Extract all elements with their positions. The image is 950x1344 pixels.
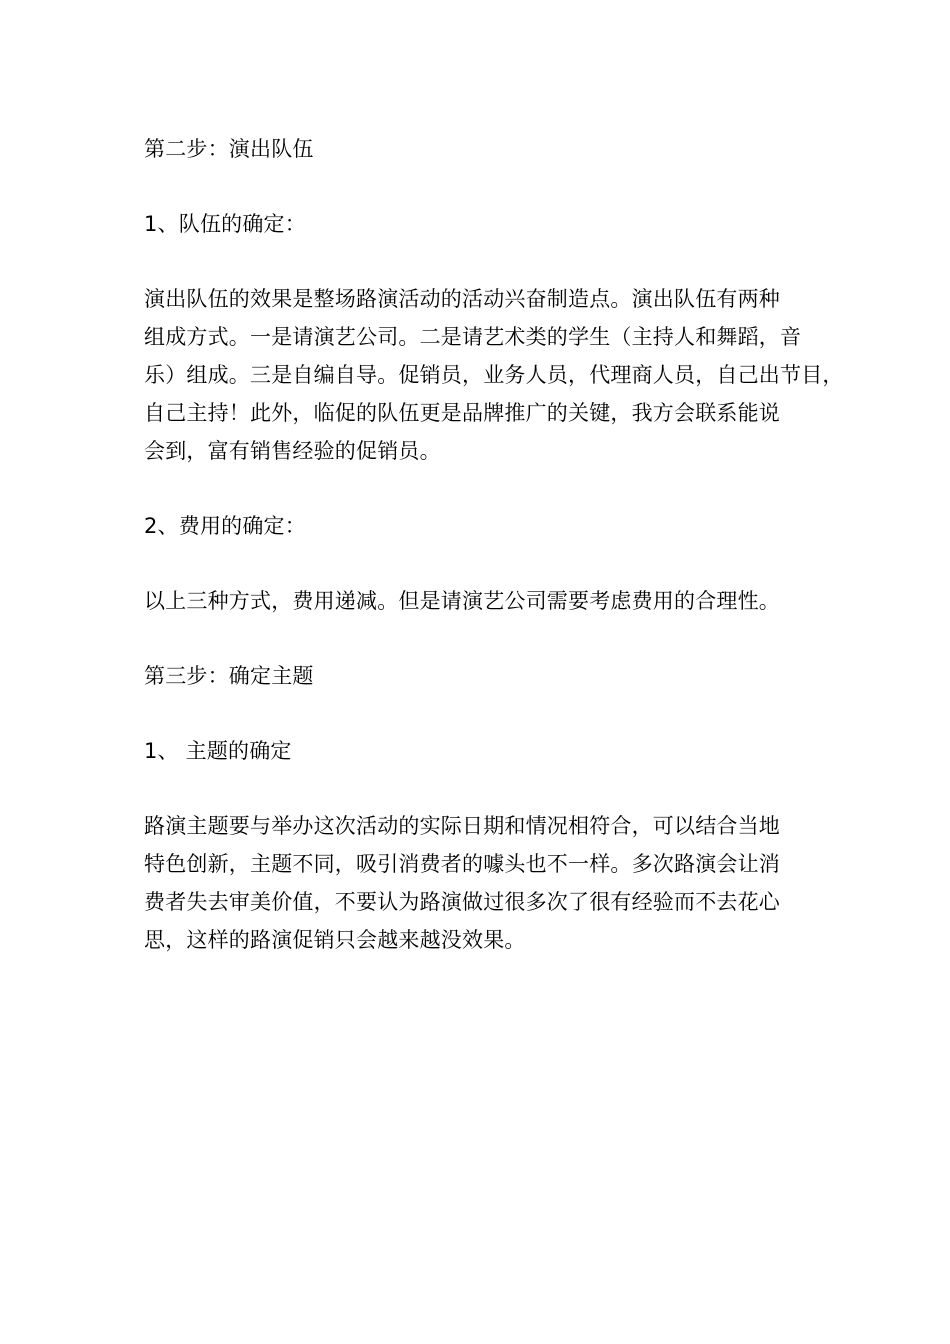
text-line: 费者失去审美价值，不要认为路演做过很多次了很有经验而不去花心 (144, 890, 780, 914)
paragraph-team-description (144, 281, 844, 470)
text-line: 2、费用的确定： (144, 514, 306, 538)
text-line: 1、队伍的确定： (144, 212, 306, 236)
document-body (144, 131, 844, 997)
paragraph-theme-description (144, 808, 816, 959)
text-line: 会到，富有销售经验的促销员。 (144, 439, 441, 463)
subheading-team-confirm (144, 206, 816, 243)
section-heading-step-two (144, 131, 816, 168)
subheading-cost-confirm (144, 508, 816, 545)
text-line: 路演主题要与举办这次活动的实际日期和情况相符合，可以结合当地 (144, 814, 780, 838)
text-line: 组成方式。一是请演艺公司。二是请艺术类的学生（主持人和舞蹈，音 (144, 325, 802, 349)
text-line: 特色创新，主题不同，吸引消费者的噱头也不一样。多次路演会让消 (144, 852, 780, 876)
text-line: 第三步：确定主题 (144, 664, 314, 688)
text-line: 演出队伍的效果是整场路演活动的活动兴奋制造点。演出队伍有两种 (144, 287, 780, 311)
text-line: 自己主持！此外，临促的队伍更是品牌推广的关键，我方会联系能说 (144, 401, 780, 425)
paragraph-cost-description (144, 583, 816, 620)
text-line: 以上三种方式，费用递减。但是请演艺公司需要考虑费用的合理性。 (144, 589, 780, 613)
text-line: 乐）组成。三是自编自导。促销员，业务人员，代理商人员，自己出节目， (144, 363, 844, 387)
text-line: 1、 主题的确定 (144, 739, 292, 763)
text-line: 思，这样的路演促销只会越来越没效果。 (144, 928, 526, 952)
text-line: 第二步：演出队伍 (144, 137, 314, 161)
section-heading-step-three (144, 658, 816, 695)
subheading-theme-confirm (144, 733, 816, 770)
